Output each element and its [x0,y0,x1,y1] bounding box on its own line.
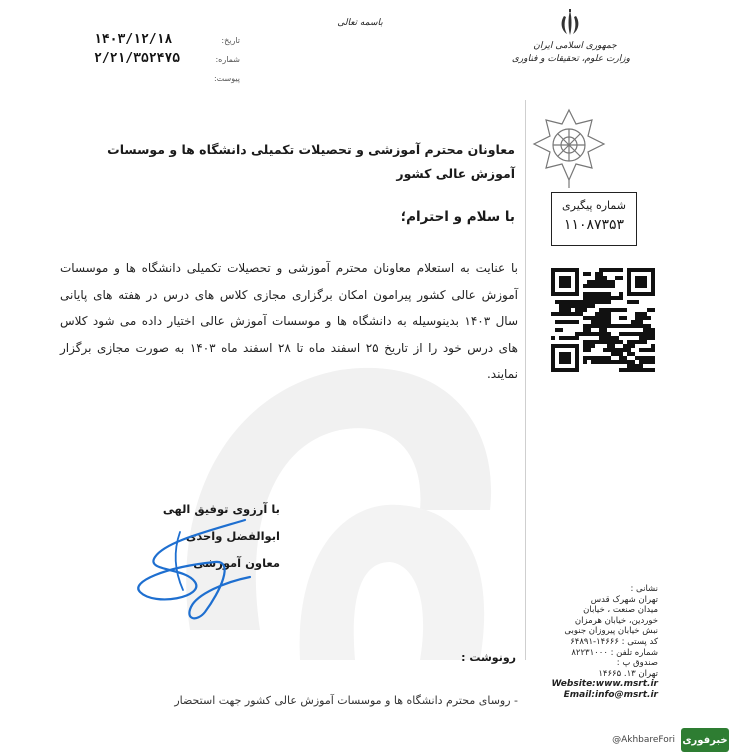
number-row [90,51,240,70]
number-value: ۲/۲۱/۳۵۲۴۷۵ [94,51,181,66]
signature-name: ابوالفضل واحدی [185,529,280,543]
date-row [90,32,240,51]
date-label: تاریخ: [221,36,240,45]
body-paragraph: با عنایت به استعلام معاونان محترم آموزشی و تحصیلات تکمیلی دانشگاه ها و موسسات آموزش عالی کشور پیرامون امکان برگزاری مجازی کلاس های درس در هفته های پایانی سال ۱۴۰۳ بدینوسیله به دانشگاه ها و موسسات آموزش عالی اختیار داده می شود کلاس های درس خود را از تاریخ ۲۵ اسفند ماه تا ۲۸ اسفند ماه ۱۴۰۳ به صورت مجازی برگزار نمایند. [60,261,518,381]
address-line: میدان صنعت ، خیابان [583,605,658,616]
greeting: با سلام و احترام؛ [400,209,515,225]
channel-logo: خبرفوری [681,728,729,752]
qr-code [551,268,655,372]
address-line: شماره تلفن : ۸۲۲۳۱۰۰۰ [571,647,658,658]
ministry-name [511,40,630,66]
iran-emblem-icon [555,8,585,38]
address-line: نبش خیابان پیروزان جنوبی [564,626,658,637]
attachment-label: پیوست: [213,74,240,83]
handwritten-signature [125,512,265,627]
address-line: تهران ۱۳. ۱۴۶۶۵ [598,668,658,679]
date-value: ۱۴۰۳/۱۲/۱۸ [94,32,173,47]
address-line: تهران شهرک قدس [590,594,658,605]
email-link[interactable]: Email:info@msrt.ir [563,689,658,700]
cc-item: - روسای محترم دانشگاه ها و موسسات آموزش عالی کشور جهت استحضار [174,694,518,707]
address-line: صندوق پ : [616,658,658,669]
margin-divider [525,100,526,660]
attachment-row [90,70,240,89]
address-line: کد پستی : ۱۴۶۶۶-۶۴۸۹۱ [570,636,658,647]
ministry-line-1: جمهوری اسلامی ایران [533,41,617,51]
ministry-line-2: وزارت علوم، تحقیقات و فناوری [511,54,630,64]
ornament-icon [530,108,608,190]
signature-closing: با آرزوی توفیق الهی [162,502,280,516]
tracking-number: ۱۱۰۸۷۳۵۳ [563,217,625,233]
address-line: نشانی : [630,584,658,594]
address-block [538,584,658,701]
cc-heading: رونوشت : [461,651,516,664]
number-label: شماره: [215,55,240,64]
source-footer [612,727,729,753]
address-line: خوردین، خیابان هرمزان [574,615,658,626]
tracking-box [551,192,637,246]
website-link[interactable]: Website:www.msrt.ir [551,679,658,690]
bismillah: باسمه تعالی [337,18,383,28]
letter-meta [90,32,240,89]
tracking-label: شماره پیگیری [562,199,626,212]
addressee: معاونان محترم آموزشی و تحصیلات تکمیلی دانشگاه ها و موسسات آموزش عالی کشور [107,142,515,181]
channel-handle: @AkhbareFori [612,735,675,745]
signature-title: معاون آموزشی [193,556,280,570]
